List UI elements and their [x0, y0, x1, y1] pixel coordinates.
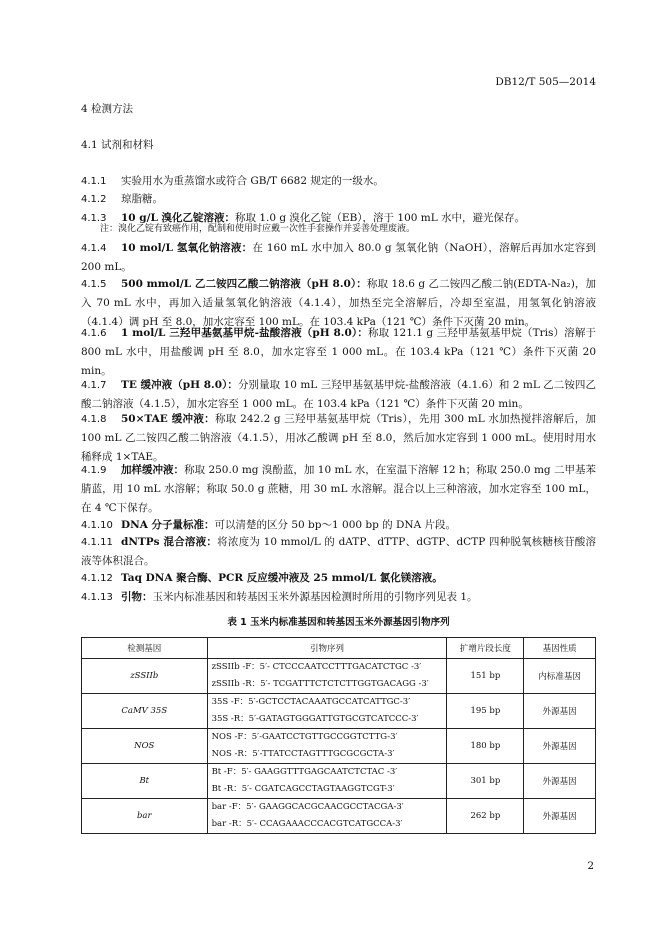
forward-primer: zSSIIb -F：5′- CTCCCAATCCTTTGACATCTGC -3′ — [211, 662, 422, 672]
primer-table — [81, 637, 596, 834]
table-row — [82, 799, 596, 834]
clause-title: 加样缓冲液： — [121, 464, 185, 476]
clause-4-1-2 — [81, 190, 596, 209]
clause-title: dNTPs 混合溶液： — [121, 536, 218, 548]
table-body — [82, 659, 596, 834]
section-title: 4 检测方法 — [81, 103, 134, 115]
size-cell: 151 bp — [447, 659, 524, 694]
clause-4-1-6 — [81, 324, 596, 381]
clause-body: 玉米内标准基因和转基因玉米外源基因检测时所用的引物序列见表 1。 — [152, 591, 478, 603]
reverse-primer: bar -R：5′- CCAGAAACCCACGTCATGCCA-3′ — [211, 819, 403, 829]
header-gene: 检测基因 — [82, 638, 208, 659]
size-cell: 180 bp — [447, 729, 524, 764]
clause-4-1-9 — [81, 461, 596, 518]
clause-number: 4.1.5 — [81, 279, 107, 290]
clause-4-1-12 — [81, 569, 596, 588]
forward-primer: 35S -F：5′-GCTCCTACAAATGCCATCATTGC-3′ — [211, 697, 411, 707]
type-cell: 外源基因 — [524, 729, 596, 764]
clause-number: 4.1.3 — [81, 213, 107, 224]
clause-title: DNA 分子量标准： — [121, 519, 215, 531]
clause-number: 4.1.13 — [81, 592, 113, 603]
clause-4-1-1 — [81, 172, 596, 191]
clause-number: 4.1.6 — [81, 328, 107, 339]
clause-body: 称取 121.1 g 三羟甲基氨基甲烷（Tris）溶解于 800 mL 水中，用盐酸调 pH 至 8.0，加水定容至 1 000 mL。在 103.4 kPa（121 ℃）条件下灭菌 20 min。 — [81, 327, 597, 377]
standard-code: DB12/T 505—2014 — [495, 76, 596, 88]
forward-primer: NOS -F：5′-GAATCCTGTTGCCGGTCTTG-3′ — [211, 732, 398, 742]
reverse-primer: zSSIIb -R：5′- TCGATTTCTCTCTTGGTGACAGG -3′ — [211, 679, 429, 689]
gene-cell: Bt — [82, 764, 208, 799]
table-header-row — [82, 638, 596, 659]
primer-cell — [207, 799, 447, 834]
clause-number: 4.1.1 — [81, 176, 107, 187]
clause-body: 称取 1.0 g 溴化乙锭（EB），溶于 100 mL 水中，避光保存。 — [234, 212, 526, 224]
clause-title: 50×TAE 缓冲液： — [121, 413, 215, 425]
type-cell: 外源基因 — [524, 799, 596, 834]
type-cell: 外源基因 — [524, 694, 596, 729]
clause-body: 琼脂糖。 — [121, 193, 163, 205]
table-row — [82, 729, 596, 764]
clause-4-1-4 — [81, 239, 596, 277]
clause-body: 可以清楚的区分 50 bp～1 000 bp 的 DNA 片段。 — [214, 519, 457, 531]
clause-4-1-13 — [81, 588, 596, 607]
clause-number: 4.1.10 — [81, 520, 113, 531]
clause-title: TE 缓冲液（pH 8.0）： — [121, 379, 238, 391]
clause-body: 称取 250.0 mg 溴酚蓝，加 10 mL 水，在室温下溶解 12 h；称取 250.0 mg 二甲基苯腈蓝，用 10 mL 水溶解；称取 50.0 g 蔗糖，用 30 mL 水溶解。混合以上三种溶液，加水定容至 100 mL，在 4 ℃下保存。 — [81, 464, 596, 514]
primer-cell — [207, 659, 447, 694]
forward-primer: bar -F：5′- GAAGGCACGCAACGCCTACGA-3′ — [211, 802, 404, 812]
note: 注：溴化乙锭有致癌作用，配制和使用时应戴一次性手套操作并妥善处理废液。 — [100, 224, 416, 234]
table-row — [82, 659, 596, 694]
clause-4-1-11 — [81, 533, 596, 571]
clause-body: 实验用水为重蒸馏水或符合 GB/T 6682 规定的一级水。 — [121, 175, 384, 187]
page-number: 2 — [587, 860, 594, 872]
clause-number: 4.1.2 — [81, 194, 107, 205]
size-cell: 195 bp — [447, 694, 524, 729]
reverse-primer: 35S -R：5′-GATAGTGGGATTGTGCGTCATCCC-3′ — [211, 714, 419, 724]
clause-number: 4.1.8 — [81, 414, 107, 425]
primer-cell — [207, 729, 447, 764]
clause-number: 4.1.9 — [81, 465, 107, 476]
clause-title: 引物： — [121, 591, 153, 603]
clause-title: Taq DNA 聚合酶、PCR 反应缓冲液及 25 mmol/L 氯化镁溶液。 — [121, 572, 443, 584]
clause-number: 4.1.12 — [81, 573, 113, 584]
reverse-primer: NOS -R：5′-TTATCCTAGTTTGCGCGCTA-3′ — [211, 749, 395, 759]
gene-cell: bar — [82, 799, 208, 834]
clause-body: 称取 18.6 g 乙二铵四乙酸二钠(EDTA-Na₂)，加入 70 mL 水中，再加入适量氢氧化钠溶液（4.1.4），加热至完全溶解后，冷却至室温，用氢氧化钠溶液（4.1.4）调 pH 至 8.0，加水定容至 100 mL。在 103.4 kPa（121 ℃）条件下灭菌 20 min。 — [81, 278, 597, 328]
forward-primer: Bt -F：5′- GAAGGTTTGAGCAATCTCTAC -3′ — [211, 767, 398, 777]
size-cell: 262 bp — [447, 799, 524, 834]
table-row — [82, 694, 596, 729]
clause-body: 分别量取 10 mL 三羟甲基氨基甲烷-盐酸溶液（4.1.6）和 2 mL 乙二铵四乙酸二钠溶液（4.1.5），加水定容至 1 000 mL。在 103.4 kPa（121 ℃）条件下灭菌 20 min。 — [81, 379, 596, 410]
clause-4-1-8 — [81, 410, 596, 467]
header-primer: 引物序列 — [207, 638, 447, 659]
header-size: 扩增片段长度 — [447, 638, 524, 659]
primer-cell — [207, 694, 447, 729]
clause-title: 10 mol/L 氢氧化钠溶液： — [121, 242, 253, 254]
clause-title: 1 mol/L 三羟甲基氨基甲烷-盐酸溶液（pH 8.0）： — [121, 327, 368, 339]
table-caption: 表 1 玉米内标准基因和转基因玉米外源基因引物序列 — [227, 617, 450, 628]
gene-cell: zSSIIb — [82, 659, 208, 694]
clause-number: 4.1.4 — [81, 243, 107, 254]
clause-body: 将浓度为 10 mmol/L 的 dATP、dTTP、dGTP、dCTP 四种脱氧核糖核苷酸溶液等体积混合。 — [81, 536, 596, 567]
table-row — [82, 764, 596, 799]
type-cell: 外源基因 — [524, 764, 596, 799]
gene-cell: CaMV 35S — [82, 694, 208, 729]
size-cell: 301 bp — [447, 764, 524, 799]
clause-title: 10 g/L 溴化乙锭溶液： — [121, 212, 235, 224]
clause-number: 4.1.7 — [81, 380, 107, 391]
subsection-title: 4.1 试剂和材料 — [81, 139, 154, 151]
header-type: 基因性质 — [524, 638, 596, 659]
clause-body: 称取 242.2 g 三羟甲基氨基甲烷（Tris），先用 300 mL 水加热搅拌溶解后，加 100 mL 乙二铵四乙酸二钠溶液（4.1.5），用冰乙酸调 pH 至 8.0，然后加水定容到 1 000 mL。使用时用水稀释成 1×TAE。 — [81, 413, 596, 463]
reverse-primer: Bt -R：5′- CGATCAGCCTAGTAAGGTCGT-3′ — [211, 784, 395, 794]
gene-cell: NOS — [82, 729, 208, 764]
clause-number: 4.1.11 — [81, 537, 113, 548]
clause-4-1-7 — [81, 376, 596, 414]
clause-body: 在 160 mL 水中加入 80.0 g 氢氧化钠（NaOH），溶解后再加水定容到 200 mL。 — [81, 242, 596, 273]
type-cell: 内标准基因 — [524, 659, 596, 694]
clause-title: 500 mmol/L 乙二铵四乙酸二钠溶液（pH 8.0）： — [121, 278, 367, 290]
primer-cell — [207, 764, 447, 799]
